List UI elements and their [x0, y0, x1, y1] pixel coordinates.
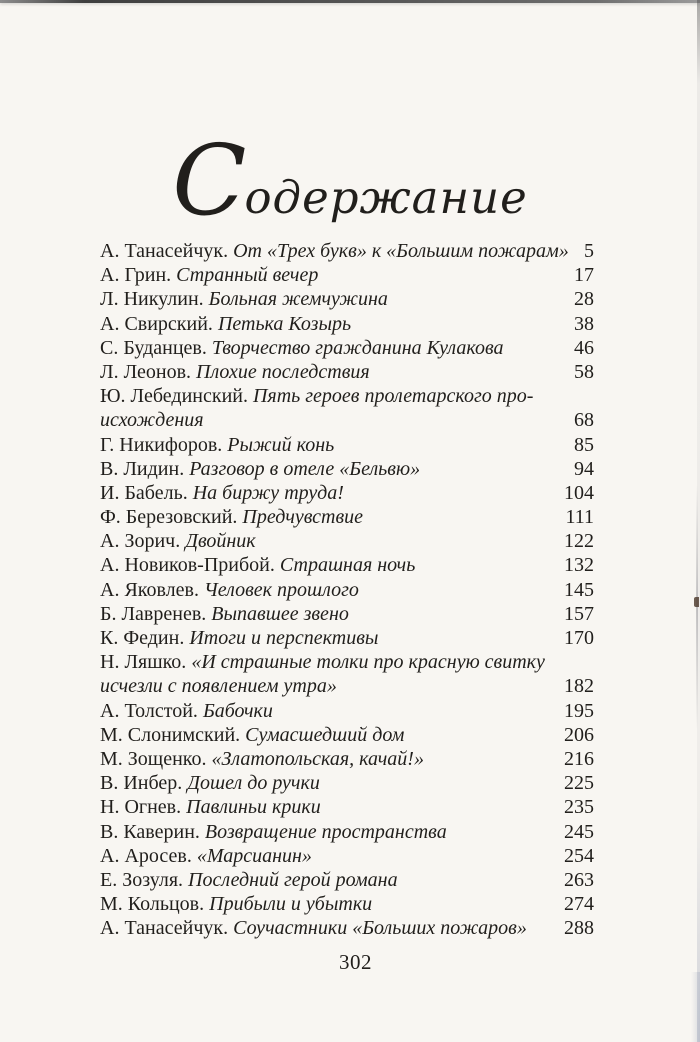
toc-entry-author: С. Буданцев.	[100, 336, 212, 359]
toc-entry	[100, 747, 594, 771]
toc-entry	[100, 723, 594, 747]
toc-entry-page: 28	[574, 288, 594, 311]
toc-entry-text	[100, 578, 359, 602]
toc-entry-author: И. Бабель.	[100, 481, 193, 504]
toc-entry-page: 157	[564, 602, 594, 625]
toc-entry-page: 38	[574, 312, 594, 335]
toc-entry	[100, 795, 594, 819]
toc-entry-author: В. Каверин.	[100, 820, 205, 843]
toc-entry	[100, 287, 594, 311]
toc-entry-title: Плохие последствия	[196, 360, 370, 383]
toc-entry-title: Творчество гражданина Кулакова	[211, 336, 504, 359]
toc-entry-text	[100, 312, 351, 336]
toc-entry-text	[100, 916, 527, 940]
toc-entry-author: Л. Леонов.	[100, 360, 197, 383]
toc-entry-text	[100, 747, 424, 771]
toc-entry-page: 46	[574, 336, 594, 359]
scan-speck	[694, 597, 699, 607]
toc-entry-text	[100, 505, 363, 529]
toc-entry	[100, 529, 594, 553]
toc-entry-title: На биржу труда!	[192, 481, 344, 504]
page-number: 302	[339, 950, 372, 974]
toc-entry-page: 5	[584, 240, 594, 262]
toc-entry-text	[100, 820, 447, 844]
toc-entry-page: 111	[565, 506, 594, 529]
toc-entry-title: Человек прошлого	[203, 578, 359, 601]
toc-entry	[100, 868, 594, 892]
toc-entry-text	[100, 771, 320, 795]
toc-entry-author: А. Толстой.	[100, 699, 203, 722]
toc-entry-author: М. Кольцов.	[100, 893, 210, 916]
toc-entry-text	[100, 263, 318, 287]
toc-entry-text	[100, 408, 204, 432]
toc-entry-author: Б. Лавренев.	[100, 602, 212, 625]
toc-entry-continuation	[100, 674, 594, 698]
toc-entry-title-continued: исхождения	[100, 409, 204, 432]
toc-entry-text	[100, 602, 349, 626]
toc-entry-title: Выпавшее звено	[211, 602, 349, 625]
toc-entry-page: 170	[564, 627, 594, 649]
toc-entry-page: 122	[564, 530, 594, 553]
toc-entry-page: 85	[574, 433, 594, 456]
toc-entry-page: 104	[564, 481, 594, 504]
toc-entry	[100, 602, 594, 626]
page-title-initial: С	[172, 123, 245, 237]
toc-entry-text	[100, 360, 370, 384]
toc-entry-author: Ю. Лебединский.	[100, 385, 253, 408]
toc-entry-author: В. Лидин.	[100, 457, 190, 480]
toc-entry	[100, 336, 594, 360]
toc-entry	[100, 844, 594, 868]
toc-entry-author: А. Новиков-Прибой.	[100, 554, 280, 577]
toc-entry-title-continued: исчезли с появлением утра»	[100, 675, 337, 698]
toc-entry-title: Предчувствие	[242, 506, 364, 529]
toc-entry-author: А. Грин.	[100, 264, 177, 287]
toc-entry	[100, 481, 594, 505]
toc-entry-title: Павлиньи крики	[186, 796, 321, 819]
toc-entry-text	[100, 626, 378, 650]
toc-entry-page: 94	[574, 457, 594, 480]
toc-entry-text	[100, 433, 334, 457]
toc-entry-title: Соучастники «Больших пожаров»	[233, 917, 527, 940]
toc-entry-text	[100, 892, 372, 916]
toc-entry-author: Н. Огнев.	[100, 796, 187, 819]
page-title-rest: одержание	[244, 171, 528, 224]
toc-entry-text	[100, 529, 256, 553]
toc-entry-author: А. Аросев.	[100, 844, 197, 867]
toc-entry-text	[100, 723, 404, 747]
toc-entry	[100, 820, 594, 844]
scan-corner-shade	[691, 972, 700, 1042]
toc-entry-title: Петька Козырь	[217, 312, 352, 335]
toc-entry-title: Пять героев пролетарского про-	[252, 385, 534, 408]
toc-entry-title: Дошел до ручки	[187, 772, 320, 795]
toc-entry-author: К. Федин.	[100, 627, 190, 649]
toc-entry	[100, 553, 594, 577]
toc-entry-page: 263	[564, 868, 594, 891]
toc-entry	[100, 892, 594, 916]
toc-entry-author: А. Яковлев.	[100, 578, 204, 601]
toc-entry-author: В. Инбер.	[100, 772, 188, 795]
toc-entry-page: 58	[574, 360, 594, 383]
toc-entry	[100, 384, 594, 408]
toc-entry-author: Л. Никулин.	[100, 288, 209, 311]
toc-entry	[100, 505, 594, 529]
toc-entry-title: Сумасшедший дом	[245, 723, 405, 746]
toc-entry-title: Прибыли и убытки	[209, 893, 373, 916]
toc-entry-page: 68	[574, 409, 594, 432]
toc-entry-page: 206	[564, 723, 594, 746]
toc-entry-author: Ф. Березовский.	[100, 506, 243, 529]
toc-entry	[100, 360, 594, 384]
toc-list	[100, 239, 594, 940]
toc-entry-text	[100, 795, 321, 819]
toc-entry-title: Последний герой романа	[188, 868, 398, 891]
toc-entry-page: 132	[564, 554, 594, 577]
toc-entry	[100, 578, 594, 602]
toc-entry-page: 288	[564, 917, 594, 940]
toc-entry-page: 225	[564, 772, 594, 795]
toc-entry-title: Двойник	[185, 530, 256, 553]
toc-entry-continuation	[100, 408, 594, 432]
toc-entry-page: 235	[564, 796, 594, 819]
toc-entry-title: Бабочки	[202, 699, 273, 722]
toc-entry	[100, 312, 594, 336]
toc-entry-text	[100, 650, 545, 674]
toc-entry-author: А. Танасейчук.	[100, 240, 234, 262]
toc-entry-author: М. Слонимский.	[100, 723, 246, 746]
page-title	[172, 92, 528, 237]
toc-entry-page: 216	[564, 747, 594, 770]
toc-entry	[100, 771, 594, 795]
toc-entry-author: Е. Зозуля.	[100, 868, 189, 891]
scan-crease	[696, 485, 698, 730]
toc-entry-page: 274	[564, 893, 594, 916]
toc-entry-author: А. Свирский.	[100, 312, 218, 335]
toc-entry-text	[100, 868, 398, 892]
toc-entry-author: А. Зорич.	[100, 530, 186, 553]
toc-entry-text	[100, 336, 504, 360]
toc-entry-text	[100, 384, 533, 408]
toc-entry-page: 182	[564, 675, 594, 698]
toc-entry-page: 195	[564, 699, 594, 722]
toc-entry	[100, 626, 594, 650]
toc-entry-text	[100, 239, 569, 263]
toc-entry-text	[100, 287, 388, 311]
toc-entry-title: Странный вечер	[176, 264, 319, 287]
toc-entry-author: А. Танасейчук.	[100, 917, 234, 940]
toc-entry	[100, 433, 594, 457]
toc-entry-title: От «Трех букв» к «Большим пожарам»	[233, 240, 569, 262]
toc-entry	[100, 263, 594, 287]
toc-entry-title: «И страшные толки про красную свитку	[191, 651, 545, 674]
toc-entry-page: 145	[564, 578, 594, 601]
toc-entry-title: Итоги и перспективы	[189, 627, 379, 649]
toc-entry	[100, 650, 594, 674]
toc-entry-text	[100, 674, 337, 698]
toc-entry-author: Г. Никифоров.	[100, 433, 228, 456]
toc-entry-author: М. Зощенко.	[100, 747, 212, 770]
toc-entry-author: Н. Ляшко.	[100, 651, 192, 674]
toc-entry-text	[100, 457, 420, 481]
toc-entry-title: «Златопольская, качай!»	[211, 747, 424, 770]
toc-entry-title: «Марсианин»	[196, 844, 312, 867]
toc-entry-page: 245	[564, 820, 594, 843]
toc-entry	[100, 457, 594, 481]
toc-entry-page: 17	[574, 264, 594, 287]
toc-entry-title: Возвращение пространства	[204, 820, 447, 843]
toc-entry-text	[100, 699, 273, 723]
scan-edge-top	[0, 0, 700, 3]
toc-entry-text	[100, 481, 344, 505]
toc-entry-title: Разговор в отеле «Бельвю»	[189, 457, 421, 480]
toc-entry	[100, 239, 594, 263]
toc-entry-title: Рыжий конь	[227, 433, 335, 456]
toc-entry-text	[100, 844, 312, 868]
toc-entry	[100, 699, 594, 723]
toc-entry-text	[100, 553, 415, 577]
toc-entry-title: Больная жемчужина	[208, 288, 388, 311]
toc-entry-page: 254	[564, 844, 594, 867]
toc-entry-title: Страшная ночь	[279, 554, 416, 577]
toc-entry	[100, 916, 594, 940]
